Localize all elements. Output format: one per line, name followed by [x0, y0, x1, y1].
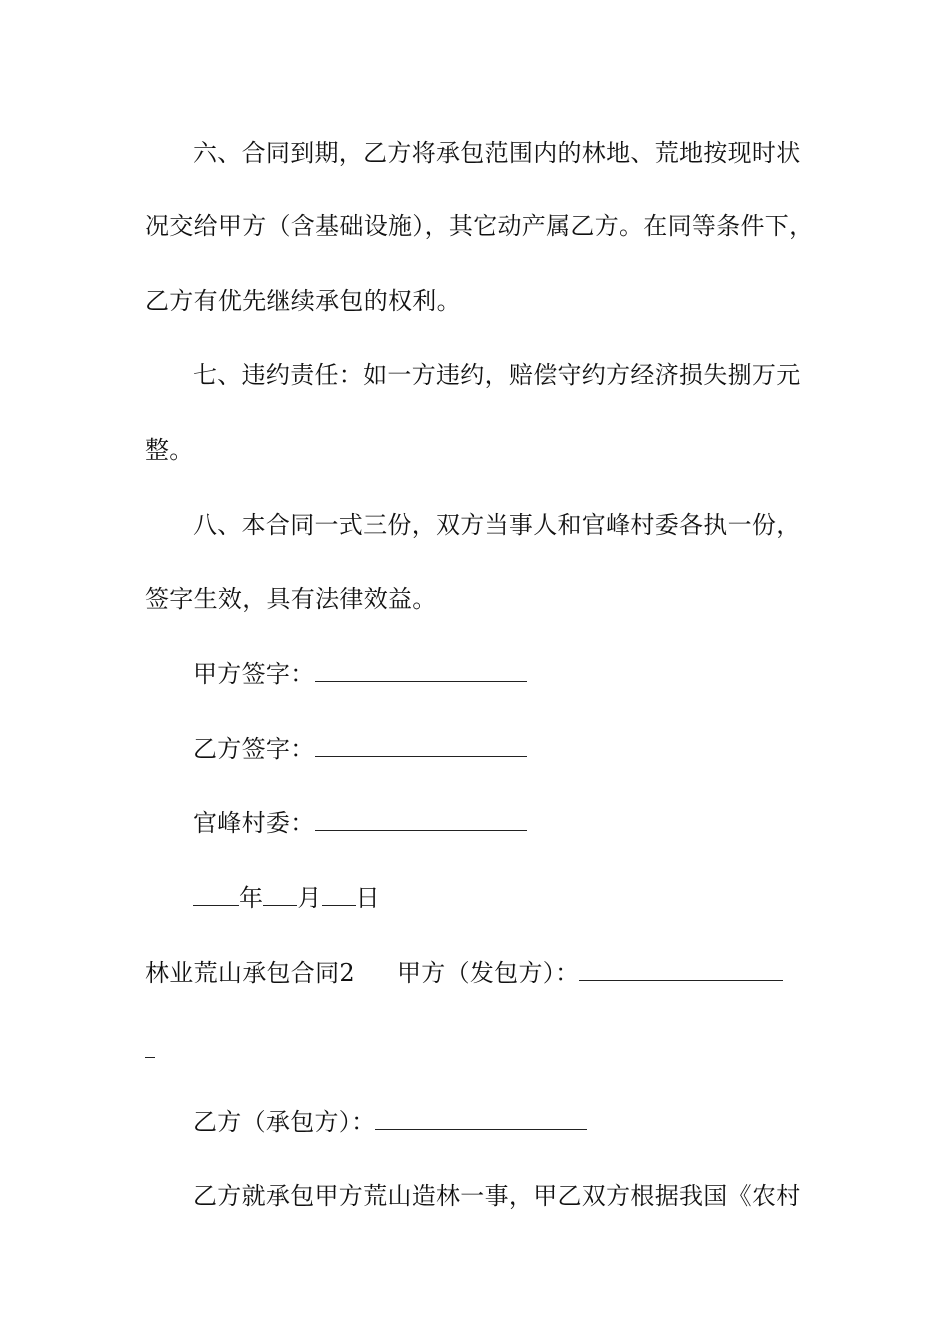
paragraph-7-line-1: 七、违约责任：如一方违约，赔偿守约方经济损失捌万元	[193, 361, 801, 389]
party-a-signature-blank[interactable]	[315, 659, 527, 682]
year-blank[interactable]	[193, 883, 239, 906]
contract2-party-b-line	[193, 1107, 587, 1137]
party-b-signature-label: 乙方签字：	[193, 735, 315, 763]
month-label: 月	[297, 884, 322, 912]
paragraph-6-line-1: 六、合同到期，乙方将承包范围内的林地、荒地按现时状	[193, 139, 801, 167]
contract2-party-a-blank[interactable]	[579, 958, 783, 981]
party-b-signature-blank[interactable]	[315, 734, 527, 757]
paragraph-6-line-2: 况交给甲方（含基础设施），其它动产属乙方。在同等条件下，	[145, 212, 814, 240]
party-a-signature-label: 甲方签字：	[193, 660, 315, 688]
party-a-blank-continuation[interactable]	[145, 1057, 155, 1058]
village-signature-blank[interactable]	[315, 808, 527, 831]
contract2-title: 林业荒山承包合同2	[145, 959, 355, 987]
contract2-intro-line: 乙方就承包甲方荒山造林一事，甲乙双方根据我国《农村	[193, 1182, 801, 1210]
party-b-signature-line	[193, 734, 527, 764]
party-a-signature-line	[193, 659, 527, 689]
contract2-party-b-label: 乙方（承包方）：	[193, 1108, 376, 1136]
date-line	[193, 883, 380, 913]
paragraph-8-line-1: 八、本合同一式三份，双方当事人和官峰村委各执一份，	[193, 511, 801, 539]
contract2-party-b-blank[interactable]	[375, 1107, 587, 1130]
paragraph-7-line-2: 整。	[145, 436, 194, 464]
village-signature-line	[193, 808, 527, 838]
day-label: 日	[355, 884, 380, 912]
paragraph-8-line-2: 签字生效，具有法律效益。	[145, 585, 437, 613]
year-label: 年	[239, 884, 264, 912]
paragraph-6-line-3: 乙方有优先继续承包的权利。	[145, 287, 461, 315]
day-blank[interactable]	[322, 883, 356, 906]
month-blank[interactable]	[263, 883, 297, 906]
contract2-party-a-label: 甲方（发包方）：	[396, 959, 580, 987]
contract2-heading-line	[145, 958, 783, 988]
village-signature-label: 官峰村委：	[193, 809, 315, 837]
